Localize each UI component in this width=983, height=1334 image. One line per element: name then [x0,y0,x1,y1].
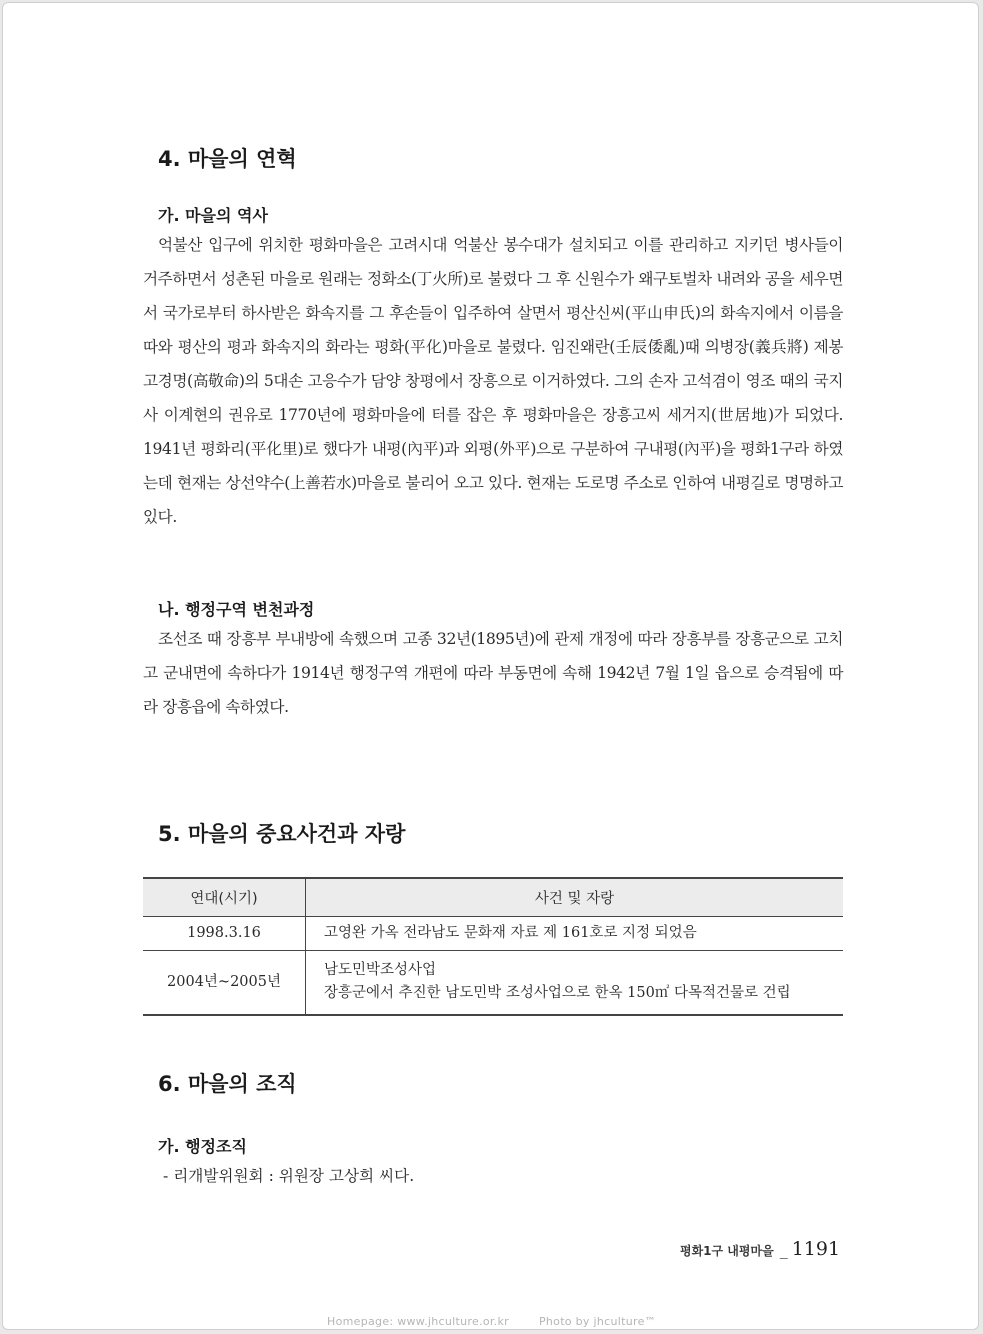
event-cell [306,951,844,1015]
page-number: 1191 [791,1238,841,1260]
event-line: 장흥군에서 추진한 남도민박 조성사업으로 한옥 150㎡ 다목적건물로 건립 [324,985,791,1002]
administrative-history-paragraph: 조선조 때 장흥부 부내방에 속했으며 고종 32년(1895년)에 관제 개정에 따라 장흥부를 장흥군으로 고치고 군내면에 속하다가 1914년 행정구역 개편에 따라 부동면에 속해 1942년 7월 1일 읍으로 승격됨에 따라 장흥읍에 속하였다. [143,630,843,716]
page-footer [680,1238,840,1260]
events-table [143,877,843,1016]
section-6a-title: 가. 행정조직 [158,1137,247,1156]
section-4a-title: 가. 마을의 역사 [158,206,268,225]
event-cell [306,917,844,951]
period-cell: 2004년~2005년 [143,951,306,1015]
column-header-event: 사건 및 자랑 [306,878,844,917]
footer-separator: _ [779,1240,788,1259]
table-header-row [143,878,843,917]
section-4b-title: 나. 행정구역 변천과정 [158,600,315,619]
table-row [143,951,843,1015]
table-row [143,917,843,951]
period-cell: 1998.3.16 [143,917,306,951]
column-header-period: 연대(시기) [143,878,306,917]
event-line: 남도민박조성사업 [324,962,437,979]
section-5-title: 5. 마을의 중요사건과 자랑 [158,822,406,846]
event-line: 고영완 가옥 전라남도 문화재 자료 제 161호로 지정 되었음 [324,925,697,941]
village-history-paragraph: 억불산 입구에 위치한 평화마을은 고려시대 억불산 봉수대가 설치되고 이를 관리하고 지키던 병사들이 거주하면서 성촌된 마을로 원래는 정화소(丁火所)로 불렸다 그 후 신원수가 왜구토벌차 내려와 공을 세우면서 국가로부터 하사받은 화속지를 그 후손들이 입주하여 살면서 평산신씨(平山申氏)의 화속지에서 이름을 따와 평산의 평과 화속지의 화라는 평화(平化)마을로 불렸다. 임진왜란(壬辰倭亂)때 의병장(義兵將) 제봉 고경명(高敬命)의 5대손 고응수가 담양 창평에서 장흥으로 이거하였다. 그의 손자 고석겸이 영조 때의 국지사 이계현의 권유로 1770년에 평화마을에 터를 잡은 후 평화마을은 장흥고씨 세거지(世居地)가 되었다. 1941년 평화리(平化里)로 했다가 내평(內平)과 외평(外平)으로 구분하여 구내평(內平)을 평화1구라 하였는데 현재는 상선약수(上善若水)마을로 불리어 오고 있다. 현재는 도로명 주소로 인하여 내평길로 명명하고 있다. [143,236,843,526]
homepage-credit: Homepage: www.jhculture.or.kr [327,1315,509,1328]
section-4-title: 4. 마을의 연혁 [158,147,297,171]
organization-item: - 리개발위원회 : 위원장 고상희 씨다. [163,1167,415,1185]
section-6-title: 6. 마을의 조직 [158,1072,297,1096]
image-credit [0,1315,983,1328]
footer-village-name: 평화1구 내평마을 [680,1244,774,1258]
photo-credit: Photo by jhculture™ [538,1315,656,1328]
